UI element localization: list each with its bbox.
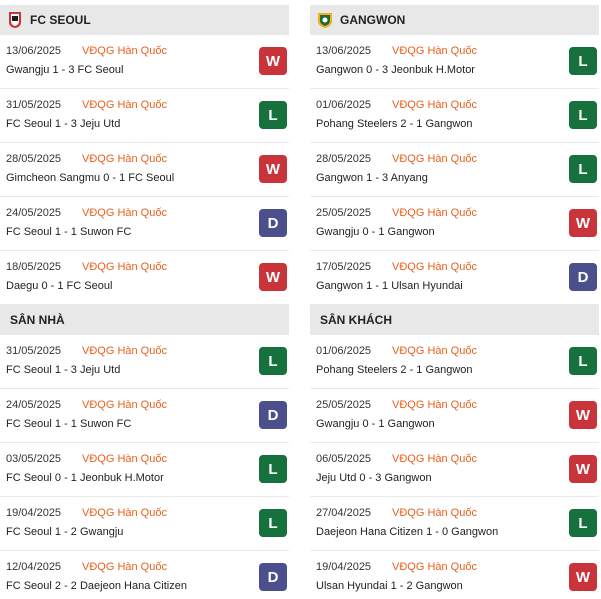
- fc-seoul-title: FC SEOUL: [30, 13, 91, 27]
- match-row[interactable]: [310, 251, 599, 305]
- match-league-link[interactable]: VĐQG Hàn Quốc: [392, 261, 477, 273]
- result-badge: L: [569, 155, 597, 183]
- result-badge: W: [569, 401, 597, 429]
- match-score: Gangwon 0 - 3 Jeonbuk H.Motor: [316, 64, 475, 76]
- match-league-link[interactable]: VĐQG Hàn Quốc: [82, 45, 167, 57]
- match-row[interactable]: [0, 497, 289, 551]
- match-date: 25/05/2025: [316, 207, 372, 219]
- match-row[interactable]: [0, 389, 289, 443]
- result-badge: L: [259, 347, 287, 375]
- match-row[interactable]: [0, 443, 289, 497]
- gangwon-header: [310, 5, 599, 35]
- match-date: 18/05/2025: [6, 261, 62, 273]
- match-league-link[interactable]: VĐQG Hàn Quốc: [82, 507, 167, 519]
- match-row[interactable]: [310, 143, 599, 197]
- home-header: [0, 305, 289, 335]
- gangwon-logo-icon: [316, 11, 334, 29]
- fc-seoul-logo-icon: [6, 11, 24, 29]
- match-league-link[interactable]: VĐQG Hàn Quốc: [82, 261, 167, 273]
- match-row[interactable]: [0, 143, 289, 197]
- result-badge: D: [259, 401, 287, 429]
- match-date: 13/06/2025: [6, 45, 62, 57]
- fc-seoul-header: [0, 5, 289, 35]
- match-row[interactable]: [0, 335, 289, 389]
- match-row[interactable]: [310, 551, 599, 599]
- match-date: 17/05/2025: [316, 261, 372, 273]
- result-badge: L: [569, 47, 597, 75]
- match-date: 13/06/2025: [316, 45, 372, 57]
- result-badge: L: [569, 101, 597, 129]
- match-score: Gangwon 1 - 1 Ulsan Hyundai: [316, 280, 463, 292]
- result-badge: D: [569, 263, 597, 291]
- result-badge: D: [259, 563, 287, 591]
- match-row[interactable]: [310, 335, 599, 389]
- match-score: FC Seoul 1 - 1 Suwon FC: [6, 226, 132, 238]
- match-row[interactable]: [310, 35, 599, 89]
- result-badge: W: [259, 155, 287, 183]
- match-date: 25/05/2025: [316, 399, 372, 411]
- match-league-link[interactable]: VĐQG Hàn Quốc: [82, 345, 167, 357]
- match-date: 31/05/2025: [6, 345, 62, 357]
- match-date: 06/05/2025: [316, 453, 372, 465]
- match-date: 31/05/2025: [6, 99, 62, 111]
- result-badge: W: [259, 263, 287, 291]
- match-score: FC Seoul 1 - 3 Jeju Utd: [6, 364, 121, 376]
- match-date: 01/06/2025: [316, 99, 372, 111]
- match-date: 12/04/2025: [6, 561, 62, 573]
- result-badge: W: [569, 563, 597, 591]
- match-league-link[interactable]: VĐQG Hàn Quốc: [392, 207, 477, 219]
- match-score: Gwangju 1 - 3 FC Seoul: [6, 64, 124, 76]
- away-header: [310, 305, 599, 335]
- match-score: FC Seoul 1 - 3 Jeju Utd: [6, 118, 121, 130]
- match-row[interactable]: [0, 251, 289, 305]
- fc-seoul-column: [0, 5, 289, 599]
- match-score: Gwangju 0 - 1 Gangwon: [316, 418, 435, 430]
- match-row[interactable]: [0, 35, 289, 89]
- match-date: 03/05/2025: [6, 453, 62, 465]
- match-league-link[interactable]: VĐQG Hàn Quốc: [392, 399, 477, 411]
- match-row[interactable]: [310, 497, 599, 551]
- match-score: Pohang Steelers 2 - 1 Gangwon: [316, 364, 473, 376]
- match-league-link[interactable]: VĐQG Hàn Quốc: [82, 561, 167, 573]
- match-date: 28/05/2025: [316, 153, 372, 165]
- match-league-link[interactable]: VĐQG Hàn Quốc: [392, 99, 477, 111]
- match-date: 28/05/2025: [6, 153, 62, 165]
- match-score: Pohang Steelers 2 - 1 Gangwon: [316, 118, 473, 130]
- match-score: Jeju Utd 0 - 3 Gangwon: [316, 472, 432, 484]
- gangwon-title: GANGWON: [340, 13, 406, 27]
- match-score: Gimcheon Sangmu 0 - 1 FC Seoul: [6, 172, 175, 184]
- result-badge: L: [259, 101, 287, 129]
- match-league-link[interactable]: VĐQG Hàn Quốc: [82, 399, 167, 411]
- result-badge: L: [259, 509, 287, 537]
- match-row[interactable]: [0, 89, 289, 143]
- match-row[interactable]: [310, 197, 599, 251]
- match-score: Ulsan Hyundai 1 - 2 Gangwon: [316, 580, 463, 592]
- match-league-link[interactable]: VĐQG Hàn Quốc: [392, 507, 477, 519]
- match-score: FC Seoul 1 - 2 Gwangju: [6, 526, 124, 538]
- match-score: FC Seoul 1 - 1 Suwon FC: [6, 418, 132, 430]
- result-badge: W: [569, 209, 597, 237]
- match-league-link[interactable]: VĐQG Hàn Quốc: [392, 45, 477, 57]
- match-score: Gwangju 0 - 1 Gangwon: [316, 226, 435, 238]
- gangwon-column: [310, 5, 599, 599]
- result-badge: L: [259, 455, 287, 483]
- result-badge: L: [569, 509, 597, 537]
- match-league-link[interactable]: VĐQG Hàn Quốc: [392, 345, 477, 357]
- match-score: Daegu 0 - 1 FC Seoul: [6, 280, 113, 292]
- home-title: SÂN NHÀ: [10, 313, 65, 327]
- match-score: FC Seoul 0 - 1 Jeonbuk H.Motor: [6, 472, 164, 484]
- match-league-link[interactable]: VĐQG Hàn Quốc: [392, 153, 477, 165]
- match-date: 27/04/2025: [316, 507, 372, 519]
- gangwon-recent-list: [310, 35, 599, 305]
- match-date: 19/04/2025: [6, 507, 62, 519]
- match-date: 01/06/2025: [316, 345, 372, 357]
- away-match-list: [310, 335, 599, 599]
- match-league-link[interactable]: VĐQG Hàn Quốc: [392, 453, 477, 465]
- home-match-list: [0, 335, 289, 599]
- match-league-link[interactable]: VĐQG Hàn Quốc: [82, 153, 167, 165]
- match-score: FC Seoul 2 - 2 Daejeon Hana Citizen: [6, 580, 187, 592]
- match-score: Gangwon 1 - 3 Anyang: [316, 172, 428, 184]
- match-row[interactable]: [310, 443, 599, 497]
- fc-seoul-recent-list: [0, 35, 289, 305]
- match-score: Daejeon Hana Citizen 1 - 0 Gangwon: [316, 526, 499, 538]
- match-row[interactable]: [310, 89, 599, 143]
- match-row[interactable]: [0, 197, 289, 251]
- match-date: 24/05/2025: [6, 207, 62, 219]
- away-title: SÂN KHÁCH: [320, 313, 392, 327]
- match-league-link[interactable]: VĐQG Hàn Quốc: [392, 561, 477, 573]
- match-date: 24/05/2025: [6, 399, 62, 411]
- match-league-link[interactable]: VĐQG Hàn Quốc: [82, 207, 167, 219]
- result-badge: W: [259, 47, 287, 75]
- match-date: 19/04/2025: [316, 561, 372, 573]
- result-badge: W: [569, 455, 597, 483]
- match-league-link[interactable]: VĐQG Hàn Quốc: [82, 99, 167, 111]
- match-row[interactable]: [310, 389, 599, 443]
- result-badge: D: [259, 209, 287, 237]
- result-badge: L: [569, 347, 597, 375]
- match-row[interactable]: [0, 551, 289, 599]
- match-league-link[interactable]: VĐQG Hàn Quốc: [82, 453, 167, 465]
